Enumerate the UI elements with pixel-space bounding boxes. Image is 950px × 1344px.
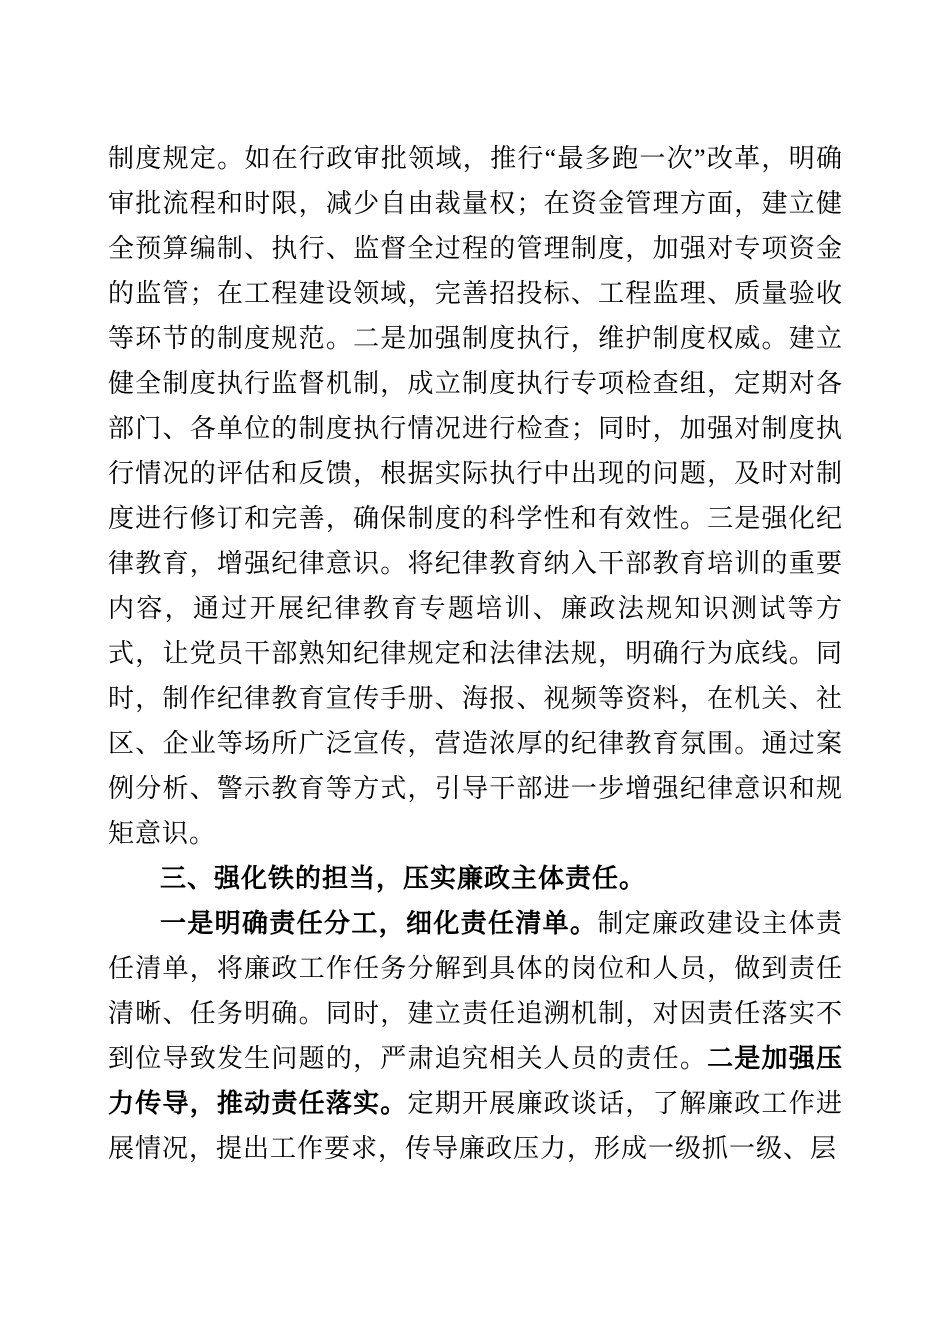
section-heading-3: [108, 856, 843, 901]
emphasis-lead-run-1: 一是明确责任分工，细化责任清单。: [160, 909, 598, 938]
paragraph-continuation: [108, 136, 843, 856]
body-text-run: 定期开展廉政谈话，了解廉政工作进展情况，提出工作要求，传导廉政压力，形成一级抓一级、层: [108, 1089, 843, 1163]
body-text-run: 制度规定。如在行政审批领域，推行“最多跑一次”改革，明确审批流程和时限，减少自由裁量权；在资金管理方面，建立健全预算编制、执行、监督全过程的管理制度，加强对专项资金的监管；在工程建设领域，完善招投标、工程监理、质量验收等环节的制度规范。二是加强制度执行，维护制度权威。建立健全制度执行监督机制，成立制度执行专项检查组，定期对各部门、各单位的制度执行情况进行检查；同时，加强对制度执行情况的评估和反馈，根据实际执行中出现的问题，及时对制度进行修订和完善，确保制度的科学性和有效性。三是强化纪律教育，增强纪律意识。将纪律教育纳入干部教育培训的重要内容，通过开展纪律教育专题培训、廉政法规知识测试等方式，让党员干部熟知纪律规定和法律法规，明确行为底线。同时，制作纪律教育宣传手册、海报、视频等资料，在机关、社区、企业等场所广泛宣传，营造浓厚的纪律教育氛围。通过案例分析、警示教育等方式，引导干部进一步增强纪律意识和规矩意识。: [108, 144, 843, 848]
section-heading-text: 三、强化铁的担当，压实廉政主体责任。: [160, 863, 647, 893]
emphasis-lead-run-2: 二是加强压力传导，推动责任落实。: [108, 1044, 843, 1118]
body-text-run: 制定廉政建设主体责任清单，将廉政工作任务分解到具体的岗位和人员，做到责任清晰、任务明确。同时，建立责任追溯机制，对因责任落实不到位导致发生问题的，严肃追究相关人员的责任。: [108, 909, 843, 1073]
paragraph-responsibility: [108, 901, 843, 1171]
